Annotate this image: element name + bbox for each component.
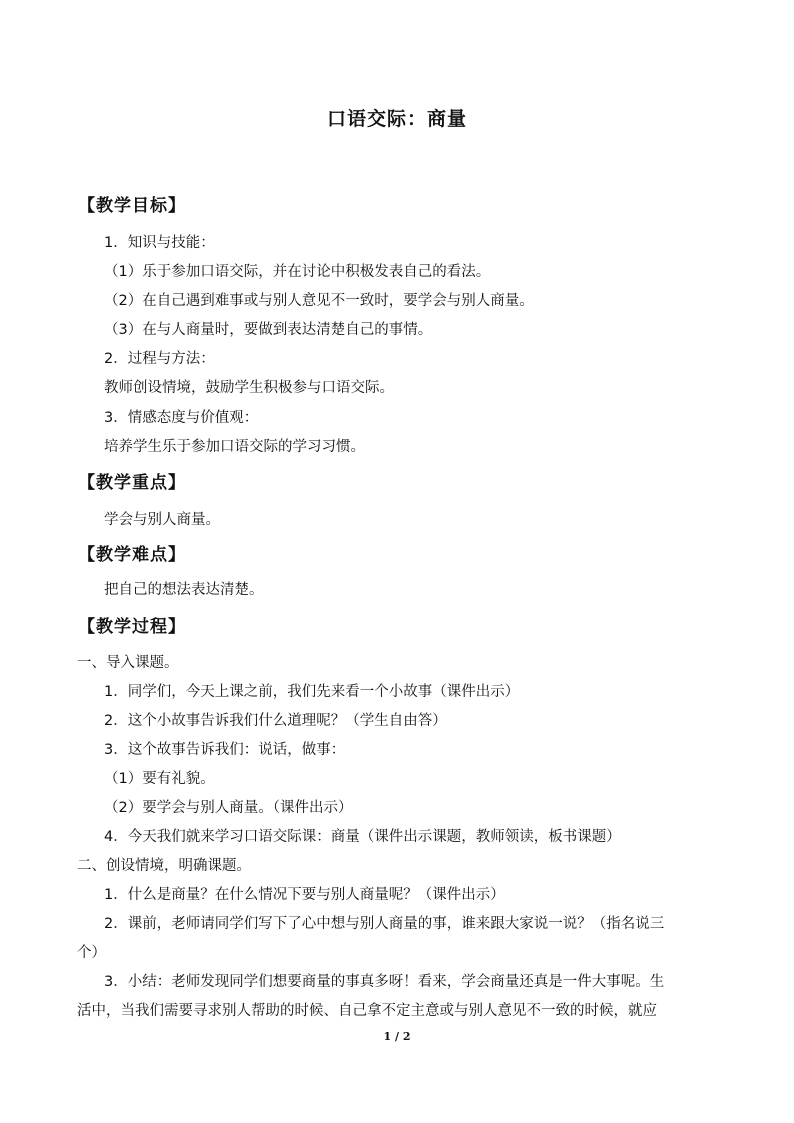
objective-line: 培养学生乐于参加口语交际的学习习惯。 bbox=[104, 439, 365, 455]
section-heading-process: 【教学过程】 bbox=[78, 617, 186, 637]
process-line: 4．今天我们就来学习口语交际课：商量（课件出示课题，教师领读，板书课题） bbox=[104, 829, 621, 845]
objective-line: 2．过程与方法： bbox=[104, 351, 215, 367]
key-point-text: 学会与别人商量。 bbox=[104, 512, 220, 528]
process-line: 2．课前，老师请同学们写下了心中想与别人商量的事，谁来跟大家说一说？（指名说三 bbox=[104, 916, 665, 932]
objective-line: （3）在与人商量时，要做到表达清楚自己的事情。 bbox=[104, 322, 433, 338]
section-heading-difficulty: 【教学难点】 bbox=[78, 545, 186, 565]
process-line: 二、创设情境，明确课题。 bbox=[77, 858, 251, 874]
process-line: （2）要学会与别人商量。（课件出示） bbox=[104, 800, 353, 816]
process-line: 活中，当我们需要寻求别人帮助的时候、自己拿不定主意或与别人意见不一致的时候，就应 bbox=[77, 1003, 657, 1019]
process-line: 1．同学们，今天上课之前，我们先来看一个小故事（课件出示） bbox=[104, 684, 520, 700]
process-line: （1）要有礼貌。 bbox=[104, 771, 215, 787]
page-title: 口语交际：商量 bbox=[326, 108, 467, 130]
process-line: 一、导入课题。 bbox=[77, 655, 179, 671]
difficulty-text: 把自己的想法表达清楚。 bbox=[104, 582, 264, 598]
page-number: 1 / 2 bbox=[383, 1030, 411, 1043]
process-line: 1．什么是商量？在什么情况下要与别人商量呢？（课件出示） bbox=[104, 887, 505, 903]
objective-line: 教师创设情境，鼓励学生积极参与口语交际。 bbox=[104, 380, 394, 396]
section-heading-objectives: 【教学目标】 bbox=[78, 196, 186, 216]
process-line: 个） bbox=[77, 945, 106, 961]
process-line: 3．小结：老师发现同学们想要商量的事真多呀！看来，学会商量还真是一件大事呢。生 bbox=[104, 974, 665, 990]
objective-line: （1）乐于参加口语交际，并在讨论中积极发表自己的看法。 bbox=[104, 264, 491, 280]
objective-line: （2）在自己遇到难事或与别人意见不一致时，要学会与别人商量。 bbox=[104, 293, 534, 309]
objective-line: 3．情感态度与价值观： bbox=[104, 410, 259, 426]
process-line: 2．这个小故事告诉我们什么道理呢？（学生自由答） bbox=[104, 713, 447, 729]
process-line: 3．这个故事告诉我们：说话，做事： bbox=[104, 742, 346, 758]
section-heading-key-point: 【教学重点】 bbox=[78, 473, 186, 493]
objective-line: 1．知识与技能： bbox=[104, 235, 215, 251]
